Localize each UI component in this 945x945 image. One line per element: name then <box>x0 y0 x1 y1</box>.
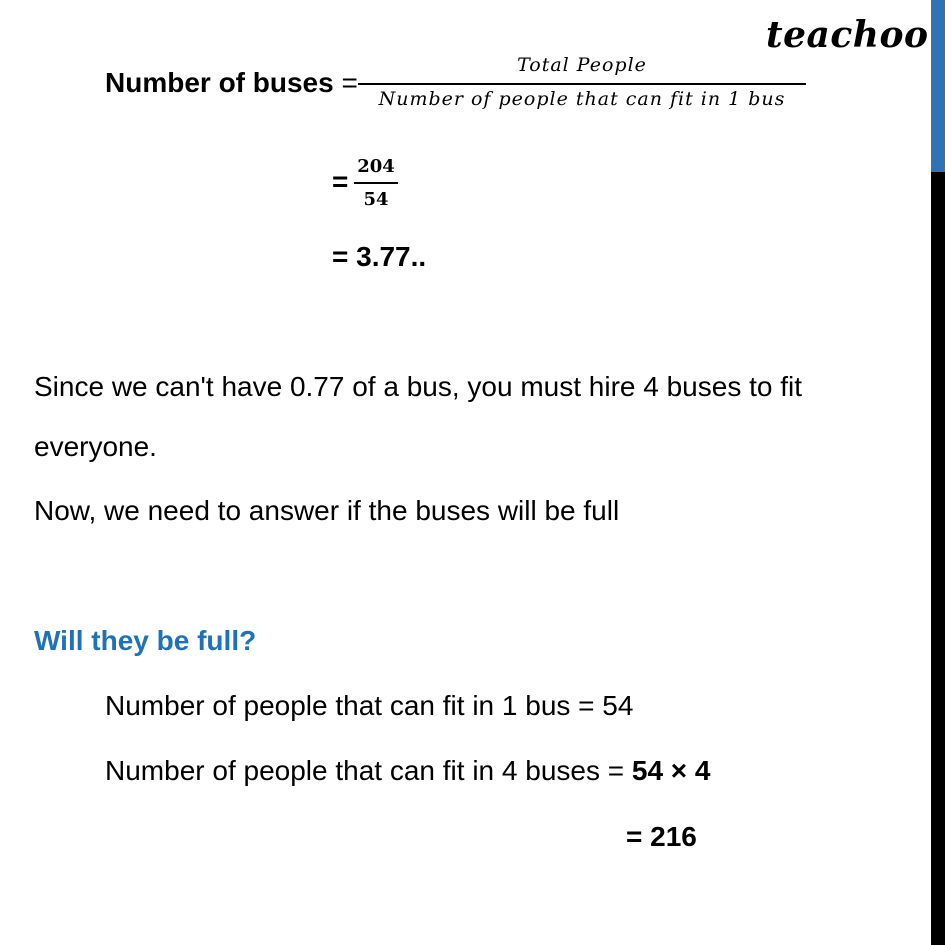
step-one-numerator: 204 <box>357 156 395 177</box>
paragraph-next: Now, we need to answer if the buses will be full <box>34 495 620 526</box>
fit-four-buses-value: 54 × 4 <box>631 755 711 786</box>
step-one-fraction <box>354 152 398 214</box>
scroll-indicator <box>931 0 945 172</box>
fit-four-buses-line <box>105 754 711 788</box>
formula-denominator: Number of people that can fit in 1 bus <box>378 88 786 110</box>
fit-one-bus-line: Number of people that can fit in 1 bus = 54 <box>105 690 634 721</box>
formula-fraction <box>358 50 806 116</box>
final-result: = 216 <box>626 821 697 852</box>
fit-four-buses-prefix: Number of people that can fit in 4 buses = <box>105 755 632 786</box>
formula-numerator: Total People <box>517 54 647 76</box>
paragraph-line-1: Since we can't have 0.77 of a bus, you must hire 4 buses to fit <box>34 371 803 402</box>
question-heading: Will they be full? <box>34 625 257 656</box>
teachoo-logo: teachoo <box>766 14 929 56</box>
step-one-denominator: 54 <box>363 189 389 210</box>
fraction-bar <box>358 83 806 85</box>
paragraph-line-2: everyone. <box>34 431 157 462</box>
formula-equals: = <box>341 67 358 98</box>
formula-label: Number of buses <box>105 67 334 98</box>
fraction-bar <box>354 182 398 184</box>
step-two-result: = 3.77.. <box>332 241 427 272</box>
step-one-equals: = <box>332 166 349 197</box>
